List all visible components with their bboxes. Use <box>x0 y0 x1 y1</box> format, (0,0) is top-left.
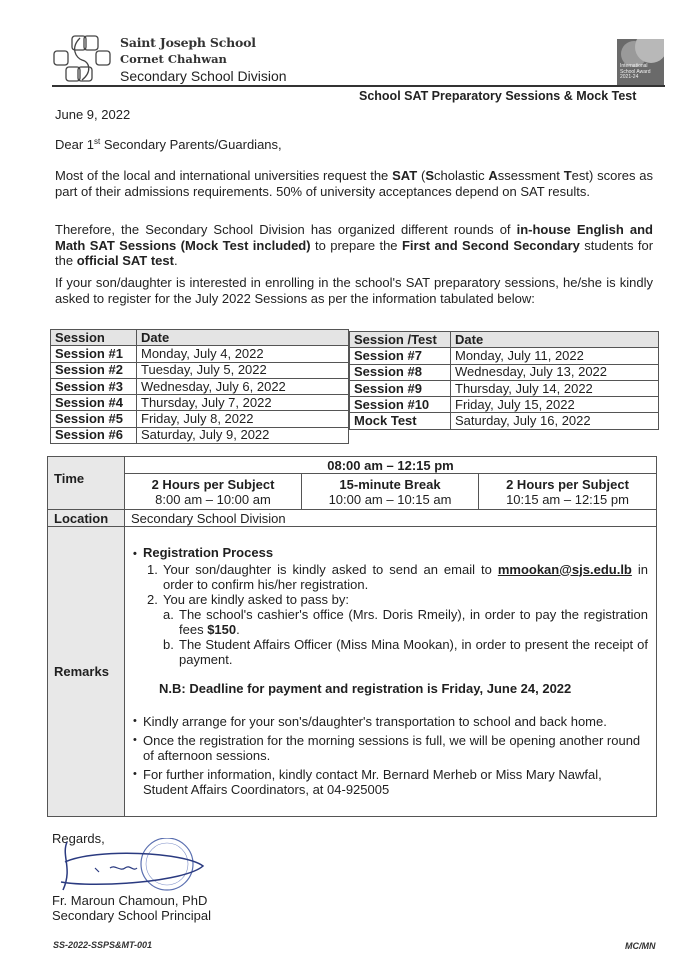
table-header-row <box>350 332 659 348</box>
column-header-session-test: Session /Test <box>350 332 451 348</box>
bullet-icon: • <box>133 714 137 727</box>
table-row: Session #5 Friday, July 8, 2022 <box>51 411 349 427</box>
table-row: Session #6 Saturday, July 9, 2022 <box>51 427 349 443</box>
table-row: Session #4 Thursday, July 7, 2022 <box>51 395 349 411</box>
bullet-icon: • <box>133 767 137 780</box>
paragraph-sessions-organized: Therefore, the Secondary School Division has organized different rounds of in-house English and Math SAT Sessions (Mock Test included) to prepare the First and Second Secondary students for the official SAT test. <box>55 222 654 268</box>
author-initials: MC/MN <box>625 941 656 951</box>
table-row: Session #8 Wednesday, July 13, 2022 <box>350 364 659 380</box>
sessions-table-week2 <box>349 331 659 430</box>
school-division: Secondary School Division <box>120 68 287 84</box>
document-title: School SAT Preparatory Sessions & Mock Test <box>359 89 637 103</box>
paragraph-registration-intro: If your son/daughter is interested in enrolling in the school's SAT preparatory sessions, he/she is kindly asked to register for the July 2022 Sessions as per the information tabulated below: <box>55 275 653 306</box>
time-slot-2: 2 Hours per Subject 10:15 am – 12:15 pm <box>479 474 657 510</box>
award-line-2: School Award <box>620 68 651 75</box>
signer-title: Secondary School Principal <box>52 908 211 923</box>
table-row: Session #10 Friday, July 15, 2022 <box>350 397 659 413</box>
header-divider <box>52 85 665 87</box>
table-row: Session #1 Monday, July 4, 2022 <box>51 346 349 362</box>
signer-block <box>52 893 211 923</box>
award-badge <box>617 39 664 85</box>
time-slots-row <box>48 474 657 510</box>
signer-name: Fr. Maroun Chamoun, PhD <box>52 893 208 908</box>
table-row: Session #2 Tuesday, July 5, 2022 <box>51 362 349 378</box>
registration-step-2b: b. The Student Affairs Officer (Miss Mina Mookan), in order to present the receipt of payment. <box>163 636 648 667</box>
paragraph-sat-intro: Most of the local and international universities request the SAT (Scholastic Assessment Test) scores as part of their admissions requirements. 50% of university acceptances depend on SAT results. <box>55 168 653 199</box>
remark-contact: • For further information, kindly contact Mr. Bernard Merheb or Miss Mary Nawfal, Student Affairs Coordinators, at 04-925005 <box>133 766 602 797</box>
remark-transportation: • Kindly arrange for your son's/daughter's transportation to school and back home. <box>133 713 607 729</box>
time-range-row <box>48 457 657 474</box>
signature-stamp-icon <box>55 838 205 893</box>
location-row <box>48 510 657 527</box>
letter-date: June 9, 2022 <box>55 107 131 122</box>
registration-step-1: 1. Your son/daughter is kindly asked to send an email to mmookan@sjs.edu.lb in order to confirm his/her registration. <box>147 561 648 592</box>
table-row: Session #7 Monday, July 11, 2022 <box>350 348 659 364</box>
email-link[interactable]: mmookan@sjs.edu.lb <box>497 561 632 577</box>
column-header-date: Date <box>137 330 349 346</box>
column-header-session: Session <box>51 330 137 346</box>
remarks-row <box>48 527 657 817</box>
sessions-table-week1 <box>50 329 349 444</box>
remark-afternoon-sessions: • Once the registration for the morning sessions is full, we will be opening another round of afternoon sessions. <box>133 732 641 763</box>
document-reference: SS-2022-SSPS&MT-001 <box>53 940 153 950</box>
bullet-icon: • <box>133 733 137 746</box>
time-slot-break: 15-minute Break 10:00 am – 10:15 am <box>302 474 479 510</box>
deadline-note: N.B: Deadline for payment and registration is Friday, June 24, 2022 <box>159 680 572 696</box>
time-label: Time <box>48 457 125 510</box>
award-line-1: International <box>620 63 648 69</box>
remarks-content <box>125 527 657 817</box>
salutation: Dear 1st Secondary Parents/Guardians, <box>55 137 282 152</box>
location-value: Secondary School Division <box>125 510 657 527</box>
school-logo-icon <box>52 34 114 84</box>
registration-process-title: • Registration Process <box>133 545 648 562</box>
remarks-label: Remarks <box>48 527 125 817</box>
registration-step-2a: a. The school's cashier's office (Mrs. Doris Rmeily), in order to pay the registration fees $150. <box>163 606 648 637</box>
time-range: 08:00 am – 12:15 pm <box>125 457 657 474</box>
table-row: Session #3 Wednesday, July 6, 2022 <box>51 378 349 394</box>
table-row: Session #9 Thursday, July 14, 2022 <box>350 380 659 396</box>
column-header-date: Date <box>451 332 659 348</box>
location-label: Location <box>48 510 125 527</box>
school-location: Cornet Chahwan <box>120 52 227 66</box>
award-line-3: 2021-24 <box>620 74 639 80</box>
table-header-row <box>51 330 349 346</box>
session-info-table <box>47 456 657 817</box>
registration-step-2: 2. You are kindly asked to pass by: <box>147 591 349 607</box>
closing-regards: Regards, <box>52 831 105 846</box>
school-name: Saint Joseph School <box>120 35 256 50</box>
table-row: Mock Test Saturday, July 16, 2022 <box>350 413 659 429</box>
time-slot-1: 2 Hours per Subject 8:00 am – 10:00 am <box>125 474 302 510</box>
